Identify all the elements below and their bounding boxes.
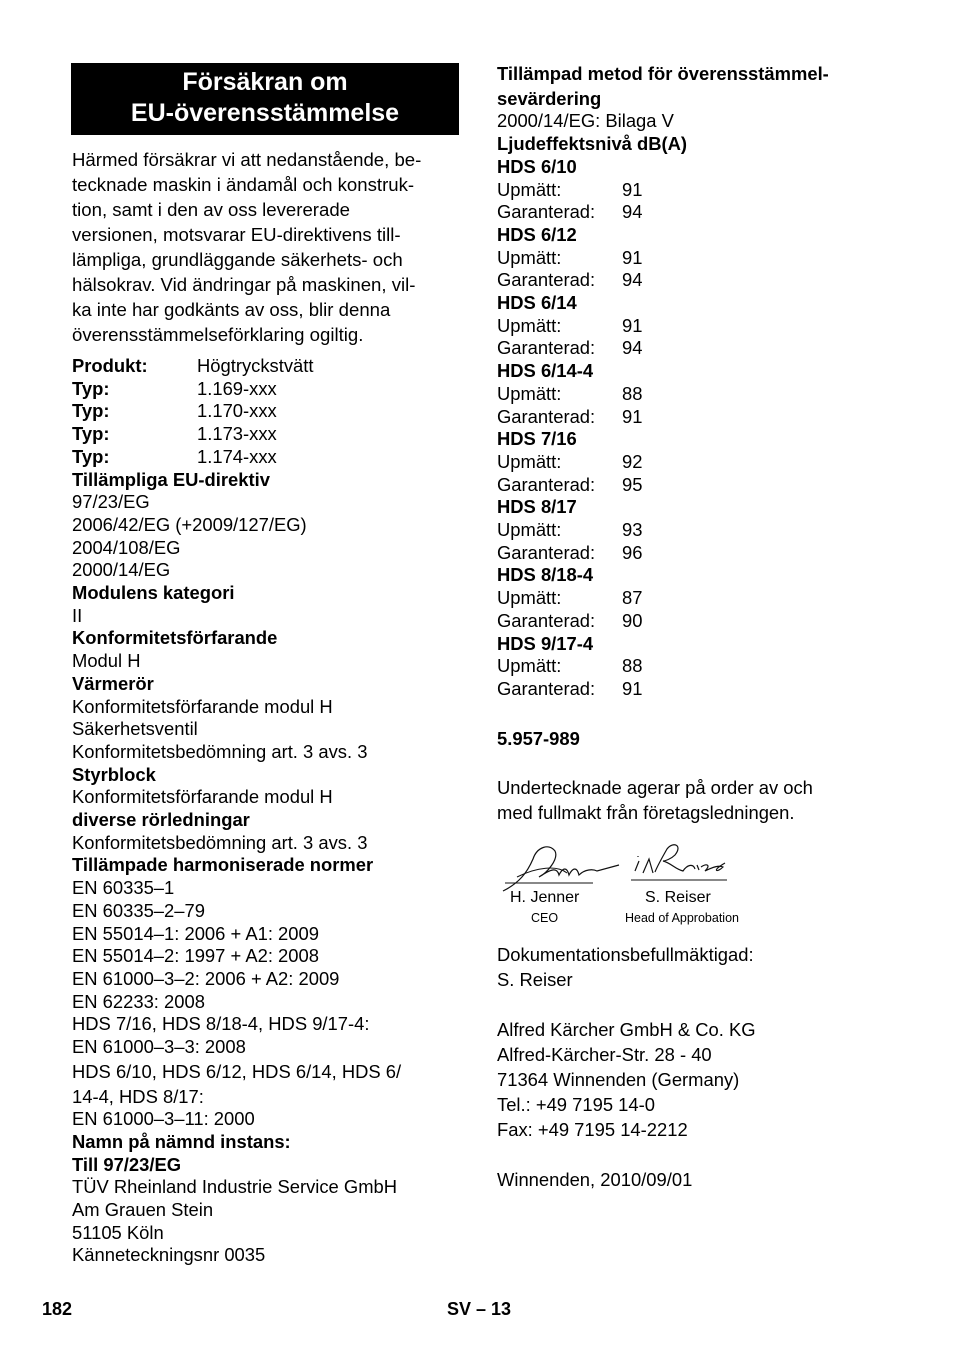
noise-value: 94	[622, 269, 643, 291]
noise-value: 94	[622, 201, 643, 223]
control-block-value: Konformitetsförfarande modul H	[72, 786, 333, 808]
type-row	[72, 378, 464, 401]
noise-guaranteed-row	[497, 406, 897, 429]
noise-label: Upmätt:	[497, 655, 562, 677]
heater-line: Konformitetsbedömning art. 3 avs. 3	[72, 740, 368, 762]
type-label: Typ:	[72, 377, 110, 399]
noise-guaranteed-row	[497, 269, 897, 292]
noise-value: 88	[622, 382, 643, 404]
address-line: Fax: +49 7195 14-2212	[497, 1119, 688, 1141]
title-line: Försäkran om	[182, 68, 348, 96]
noise-value: 95	[622, 473, 643, 495]
left-column	[72, 63, 464, 1267]
standard-line: HDS 7/16, HDS 8/18-4, HDS 9/17-4:	[72, 1013, 370, 1035]
noise-measured-row	[497, 315, 897, 338]
noise-measured-row	[497, 519, 897, 542]
noise-label: Upmätt:	[497, 519, 562, 541]
noise-table	[497, 156, 897, 701]
signature-role: CEO	[531, 911, 559, 926]
signatory-line: Undertecknade agerar på order av och	[497, 777, 813, 799]
pipes-heading: diverse rörledningar	[72, 809, 250, 831]
page-title	[71, 63, 459, 135]
intro-paragraph	[72, 147, 464, 347]
noise-label: Garanterad:	[497, 405, 596, 427]
standard-line: EN 60335–2–79	[72, 899, 205, 921]
noise-label: Garanterad:	[497, 473, 596, 495]
noise-label: Upmätt:	[497, 587, 562, 609]
notified-body-line: Känneteckningsnr 0035	[72, 1244, 266, 1266]
address-line: Alfred Kärcher GmbH & Co. KG	[497, 1019, 756, 1041]
noise-measured-row	[497, 655, 897, 678]
noise-value: 88	[622, 655, 643, 677]
document-number: 5.957-989	[497, 727, 580, 749]
notified-body-line: Am Grauen Stein	[72, 1199, 214, 1221]
type-value: 1.174-xxx	[197, 445, 277, 467]
noise-label: Upmätt:	[497, 314, 562, 336]
documentation-name: S. Reiser	[497, 969, 573, 991]
noise-label: Garanterad:	[497, 337, 596, 359]
standard-line: EN 55014–1: 2006 + A1: 2009	[72, 922, 319, 944]
type-label: Typ:	[72, 400, 110, 422]
noise-label: Garanterad:	[497, 677, 596, 699]
standard-line: 14-4, HDS 8/17:	[72, 1085, 204, 1107]
noise-model-name: HDS 6/14-4	[497, 360, 594, 382]
noise-label: Garanterad:	[497, 201, 596, 223]
pipes-value: Konformitetsbedömning art. 3 avs. 3	[72, 831, 368, 853]
noise-measured-row	[497, 383, 897, 406]
standard-line: EN 60335–1	[72, 877, 175, 899]
noise-value: 91	[622, 246, 643, 268]
title-line: EU-överensstämmelse	[130, 99, 400, 127]
noise-value: 92	[622, 450, 643, 472]
type-value: 1.169-xxx	[197, 377, 277, 399]
standard-line: EN 61000–3–2: 2006 + A2: 2009	[72, 967, 340, 989]
method-value: 2000/14/EG: Bilaga V	[497, 110, 674, 132]
intro-line: hälsokrav. Vid ändringar på maskinen, vil-	[72, 274, 416, 295]
type-label: Typ:	[72, 445, 110, 467]
module-category-heading: Modulens kategori	[72, 582, 235, 604]
standard-line: EN 62233: 2008	[72, 990, 205, 1012]
noise-measured-row	[497, 587, 897, 610]
type-value: 1.173-xxx	[197, 423, 277, 445]
intro-line: tecknade maskin i ändamål och konstruk-	[72, 174, 415, 195]
signature-role: Head of Approbation	[625, 911, 739, 926]
conformity-heading: Konformitetsförfarande	[72, 627, 278, 649]
documentation-block	[497, 942, 897, 992]
conformity-value: Modul H	[72, 650, 141, 672]
directive-item: 97/23/EG	[72, 491, 150, 513]
product-value: Högtryckstvätt	[197, 355, 314, 376]
noise-model-name: HDS 8/17	[497, 496, 577, 518]
notified-body-line: 51105 Köln	[72, 1221, 164, 1243]
noise-measured-row	[497, 247, 897, 270]
noise-heading: Ljudeffektsnivå dB(A)	[497, 133, 688, 155]
method-heading: Tillämpad metod för överensstämmel-	[497, 63, 829, 84]
intro-line: ka inte har godkänts av oss, blir denna	[72, 299, 391, 320]
directives-heading: Tillämpliga EU-direktiv	[72, 468, 270, 490]
standards-heading: Tillämpade harmoniserade normer	[72, 854, 374, 876]
noise-value: 91	[622, 677, 643, 699]
spec-list	[72, 355, 464, 1267]
address-line: Alfred-Kärcher-Str. 28 - 40	[497, 1044, 712, 1066]
noise-label: Upmätt:	[497, 450, 562, 472]
company-address	[497, 1017, 897, 1142]
directive-item: 2004/108/EG	[72, 536, 181, 558]
standard-line: EN 55014–2: 1997 + A2: 2008	[72, 945, 319, 967]
noise-label: Garanterad:	[497, 609, 596, 631]
noise-measured-row	[497, 451, 897, 474]
type-label: Typ:	[72, 423, 110, 445]
address-line: 71364 Winnenden (Germany)	[497, 1069, 740, 1091]
noise-guaranteed-row	[497, 610, 897, 633]
heater-heading: Värmerör	[72, 672, 154, 694]
heater-line: Säkerhetsventil	[72, 718, 198, 740]
standard-line: EN 61000–3–11: 2000	[72, 1108, 255, 1130]
intro-line: tion, samt i den av oss levererade	[72, 199, 351, 220]
type-row	[72, 446, 464, 469]
noise-model-name: HDS 8/18-4	[497, 564, 594, 586]
right-column	[497, 63, 897, 1192]
type-row	[72, 423, 464, 446]
noise-guaranteed-row	[497, 542, 897, 565]
method-heading: sevärdering	[497, 87, 602, 109]
control-block-heading: Styrblock	[72, 763, 156, 785]
page-number: 182	[42, 1299, 73, 1319]
noise-value: 94	[622, 337, 643, 359]
intro-line: överensstämmelseförklaring ogiltig.	[72, 324, 364, 345]
notified-body-heading: Namn på nämnd instans:	[72, 1130, 291, 1152]
notified-body-subheading: Till 97/23/EG	[72, 1153, 182, 1175]
product-label: Produkt:	[72, 355, 148, 376]
signatory-text	[497, 775, 897, 825]
signatory-line: med fullmakt från företagsledningen.	[497, 802, 795, 824]
noise-value: 91	[622, 314, 643, 336]
noise-label: Garanterad:	[497, 269, 596, 291]
address-line: Tel.: +49 7195 14-0	[497, 1094, 655, 1116]
noise-model-name: HDS 7/16	[497, 428, 577, 450]
noise-value: 91	[622, 405, 643, 427]
directive-item: 2006/42/EG (+2009/127/EG)	[72, 513, 307, 535]
signature-block	[497, 837, 897, 942]
section-label: SV – 13	[447, 1299, 512, 1319]
noise-value: 96	[622, 541, 643, 563]
heater-line: Konformitetsförfarande modul H	[72, 695, 333, 717]
intro-line: lämpliga, grundläggande säkerhets- och	[72, 249, 403, 270]
noise-value: 91	[622, 178, 643, 200]
noise-guaranteed-row	[497, 337, 897, 360]
intro-line: versionen, motsvarar EU-direktivens till-	[72, 224, 401, 245]
noise-label: Upmätt:	[497, 178, 562, 200]
module-category-value: II	[72, 604, 83, 626]
signature-name: S. Reiser	[645, 889, 711, 907]
intro-line: Härmed försäkrar vi att nedanstående, be-	[72, 149, 422, 170]
noise-model-name: HDS 6/10	[497, 155, 577, 177]
standard-line: HDS 6/10, HDS 6/12, HDS 6/14, HDS 6/	[72, 1060, 402, 1082]
standard-line: EN 61000–3–3: 2008	[72, 1036, 246, 1058]
place-date: Winnenden, 2010/09/01	[497, 1169, 693, 1191]
noise-model-name: HDS 6/12	[497, 223, 577, 245]
signature-name: H. Jenner	[510, 889, 580, 907]
noise-guaranteed-row	[497, 201, 897, 224]
directive-item: 2000/14/EG	[72, 559, 171, 581]
noise-guaranteed-row	[497, 474, 897, 497]
product-row	[72, 355, 464, 378]
noise-value: 93	[622, 519, 643, 541]
noise-label: Upmätt:	[497, 382, 562, 404]
noise-measured-row	[497, 179, 897, 202]
noise-value: 90	[622, 609, 643, 631]
type-row	[72, 400, 464, 423]
type-value: 1.170-xxx	[197, 400, 277, 422]
notified-body-line: TÜV Rheinland Industrie Service GmbH	[72, 1176, 398, 1198]
noise-model-name: HDS 6/14	[497, 292, 577, 314]
noise-value: 87	[622, 587, 643, 609]
documentation-label: Dokumentationsbefullmäktigad:	[497, 944, 754, 966]
noise-label: Upmätt:	[497, 246, 562, 268]
noise-model-name: HDS 9/17-4	[497, 632, 594, 654]
noise-label: Garanterad:	[497, 541, 596, 563]
noise-guaranteed-row	[497, 678, 897, 701]
